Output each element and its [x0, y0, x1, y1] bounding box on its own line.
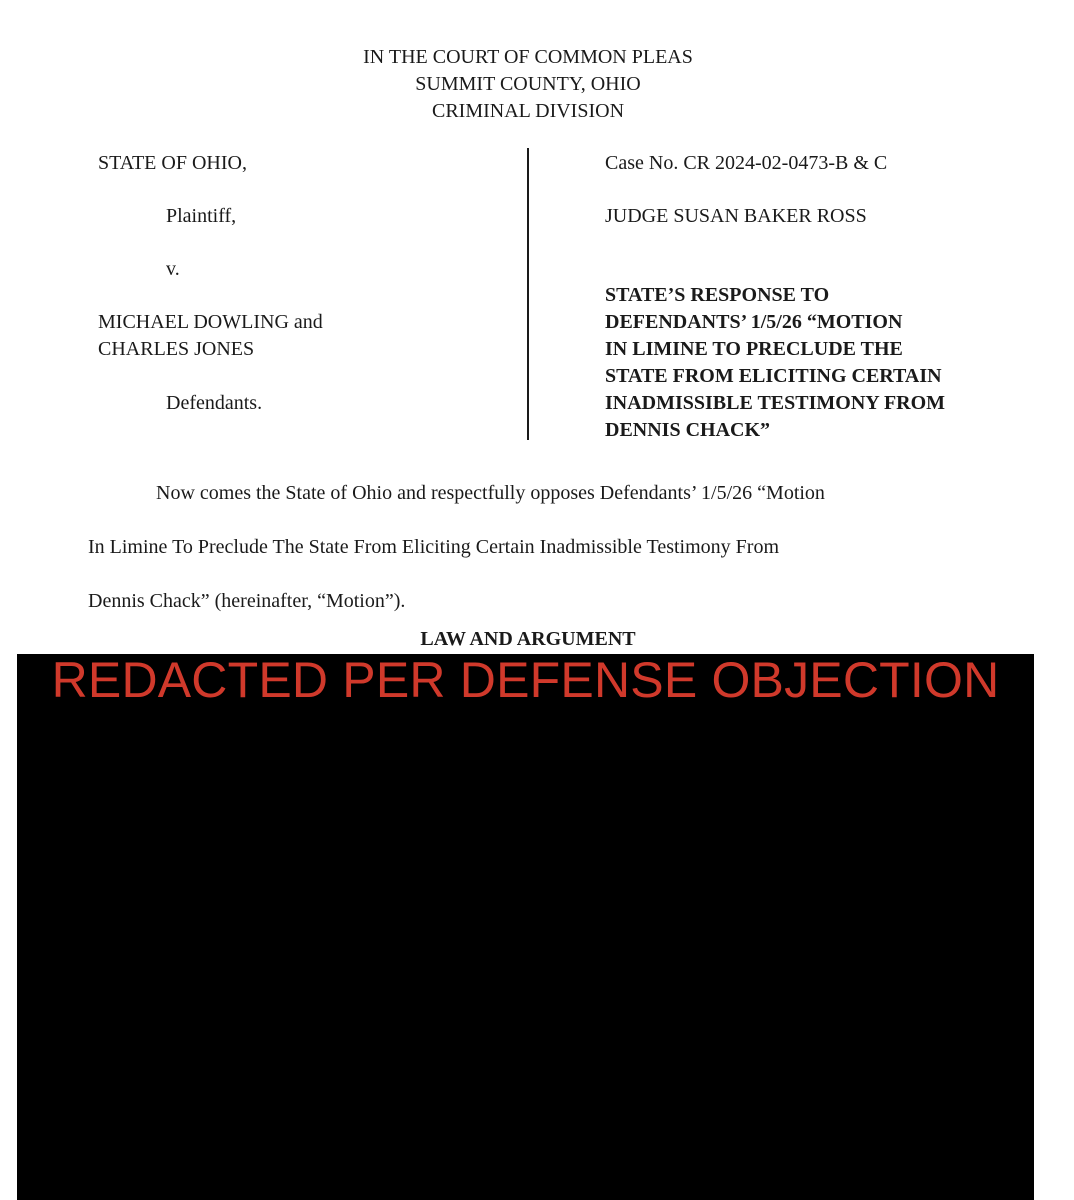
paragraph-line: In Limine To Preclude The State From Eliciting Certain Inadmissible Testimony From	[88, 536, 779, 558]
court-division: CRIMINAL DIVISION	[431, 100, 625, 122]
case-number: Case No. CR 2024-02-0473-B & C	[605, 152, 888, 174]
intro-paragraph	[88, 466, 968, 628]
document-title-line: INADMISSIBLE TESTIMONY FROM	[605, 392, 946, 414]
defendant-names-line1: MICHAEL DOWLING and	[98, 311, 323, 333]
defendant-names-line2: CHARLES JONES	[98, 338, 255, 360]
judge-name: JUDGE SUSAN BAKER ROSS	[605, 205, 867, 227]
plaintiff-name: STATE OF OHIO,	[98, 152, 247, 174]
paragraph-line: Dennis Chack” (hereinafter, “Motion”).	[88, 590, 406, 612]
plaintiff-role: Plaintiff,	[166, 205, 237, 227]
defendant-role: Defendants.	[166, 392, 263, 414]
document-title-line: STATE’S RESPONSE TO	[605, 284, 830, 306]
paragraph-line: Now comes the State of Ohio and respectfully opposes Defendants’ 1/5/26 “Motion	[156, 482, 825, 504]
court-header	[0, 44, 1056, 125]
versus: v.	[166, 258, 180, 280]
court-county: SUMMIT COUNTY, OHIO	[415, 73, 641, 95]
document-title-line: DENNIS CHACK”	[605, 419, 771, 441]
court-name: IN THE COURT OF COMMON PLEAS	[363, 46, 693, 68]
document-title-line: DEFENDANTS’ 1/5/26 “MOTION	[605, 311, 903, 333]
section-heading: LAW AND ARGUMENT	[420, 628, 636, 650]
caption-divider	[527, 148, 529, 440]
redaction-label: REDACTED PER DEFENSE OBJECTION	[51, 652, 1000, 708]
redaction-block	[17, 654, 1034, 1200]
document-title-line: IN LIMINE TO PRECLUDE THE	[605, 338, 903, 360]
document-title-line: STATE FROM ELICITING CERTAIN	[605, 365, 942, 387]
document-title	[605, 282, 985, 444]
